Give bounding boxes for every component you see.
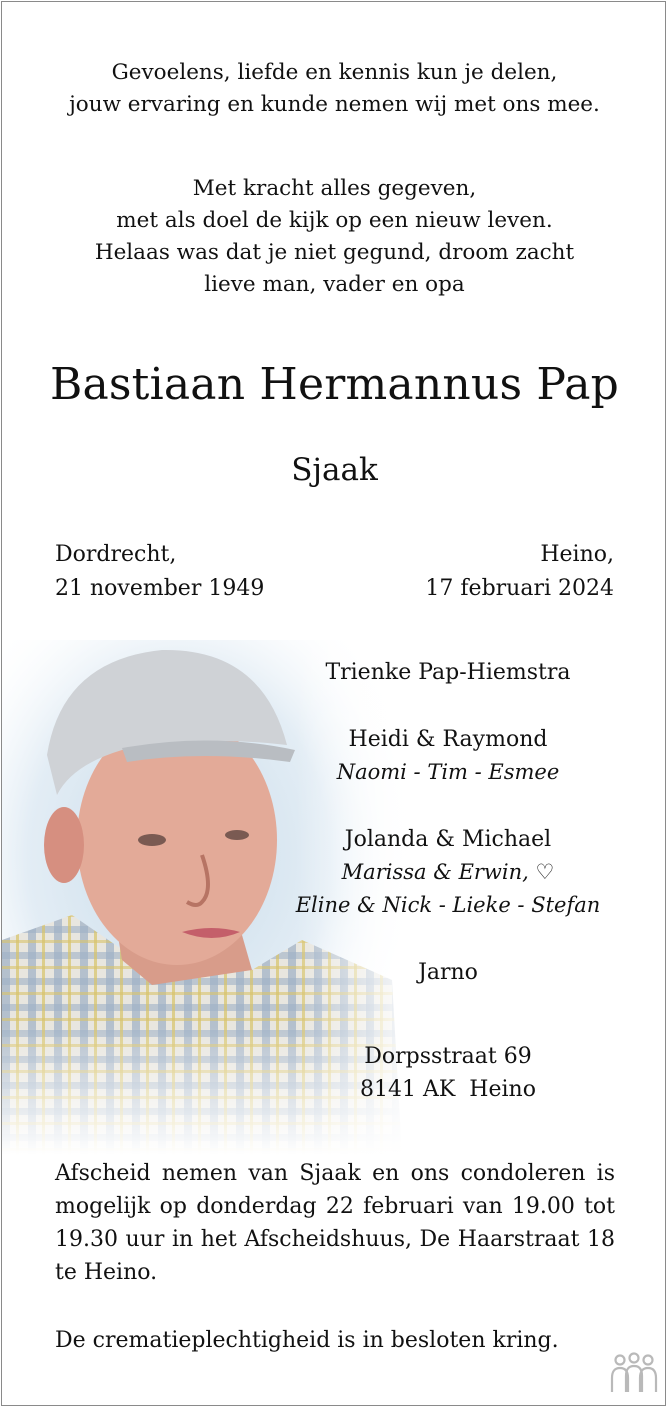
death-info xyxy=(425,538,614,606)
people-logo-icon xyxy=(608,1352,660,1396)
grandchildren-names: Eline & Nick - Lieke - Stefan xyxy=(295,893,601,917)
poem-line: jouw ervaring en kunde nemen wij met ons mee. xyxy=(69,92,600,117)
address-street: Dorpsstraat 69 xyxy=(364,1044,532,1069)
poem-line: Met kracht alles gegeven, xyxy=(192,176,477,201)
poem-stanza-2 xyxy=(0,173,669,301)
birth-info xyxy=(55,538,264,606)
birth-date: 21 november 1949 xyxy=(55,576,265,601)
deceased-full-name: Bastiaan Hermannus Pap xyxy=(49,359,620,410)
farewell-notice: Afscheid nemen van Sjaak en ons condoleren is mogelijk op donderdag 22 februari van 19.00 tot 19.30 uur in het Afscheidshuus, De Haarstraat 18 te Heino. xyxy=(55,1161,615,1285)
family-spouse: Trienke Pap-Hiemstra xyxy=(325,660,571,685)
poem-line: Helaas was dat je niet gegund, droom zacht xyxy=(94,240,575,265)
child-names: Jolanda & Michael xyxy=(344,827,552,852)
address-block xyxy=(270,1040,626,1106)
death-date: 17 februari 2024 xyxy=(425,576,614,601)
poem-stanza-1 xyxy=(0,57,669,121)
deceased-nickname: Sjaak xyxy=(291,452,378,488)
family-child-2 xyxy=(270,823,626,922)
poem-line: met als doel de kijk op een nieuw leven. xyxy=(116,208,553,233)
child-names: Heidi & Raymond xyxy=(348,727,548,752)
cremation-notice: De crematieplechtigheid is in besloten kring. xyxy=(55,1328,559,1353)
grandchildren-names: Naomi - Tim - Esmee xyxy=(336,760,560,784)
address-city: 8141 AK Heino xyxy=(360,1077,536,1102)
grandchildren-names: Marissa & Erwin, ♡ xyxy=(341,860,555,884)
birth-place: Dordrecht, xyxy=(55,542,177,567)
poem-line: lieve man, vader en opa xyxy=(204,272,465,297)
family-child-1 xyxy=(270,723,626,789)
poem-line: Gevoelens, liefde en kennis kun je delen, xyxy=(111,60,558,85)
death-place: Heino, xyxy=(540,542,614,567)
family-child-3: Jarno xyxy=(418,960,478,985)
